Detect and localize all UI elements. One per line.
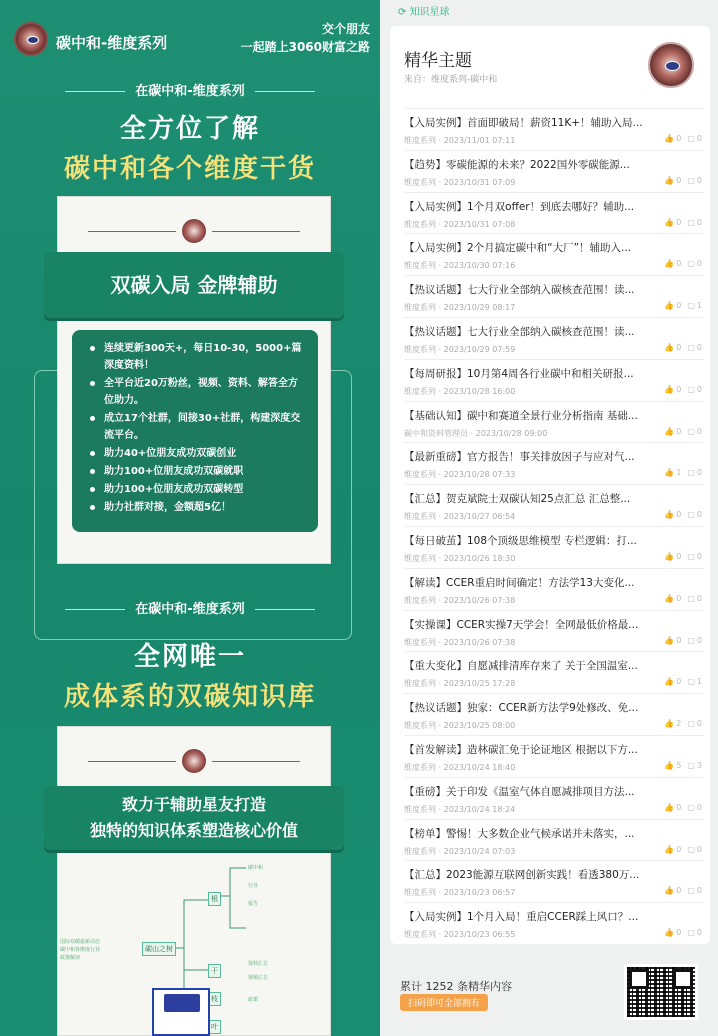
like-count: 0 xyxy=(676,301,682,311)
comment-icon[interactable]: ▢ xyxy=(687,301,695,311)
comment-icon[interactable]: ▢ xyxy=(687,342,695,352)
like-icon[interactable]: 👍 xyxy=(664,134,675,143)
item-title[interactable]: 【热议话题】七大行业全部纳入碳核查范围！读... xyxy=(404,284,635,297)
item-title[interactable]: 【实操课】CCER实操7天学会！全网最低价格最... xyxy=(404,618,639,631)
like-count: 0 xyxy=(676,510,682,520)
featured-panel xyxy=(390,26,710,944)
comment-count: 0 xyxy=(696,259,702,269)
like-count: 0 xyxy=(676,175,682,185)
item-meta: 维度系列 · 2023/10/30 07:16 xyxy=(404,261,516,271)
comment-count: 1 xyxy=(696,301,702,311)
ribbon-1: 双碳入局 金牌辅助 xyxy=(44,252,344,318)
mm-label: 政策 xyxy=(248,997,259,1003)
comment-icon[interactable]: ▢ xyxy=(687,593,695,603)
like-icon[interactable]: 👍 xyxy=(664,802,675,812)
item-stats xyxy=(658,719,702,728)
ribbon-2 xyxy=(44,786,344,850)
like-icon[interactable]: 👍 xyxy=(664,259,675,269)
comment-count: 0 xyxy=(696,384,702,394)
ribbon-2-line-2: 独特的知识体系塑造核心价值 xyxy=(89,821,298,840)
app-topbar xyxy=(398,3,450,18)
item-title[interactable]: 【解读】CCER重启时间确定！方法学13大变化... xyxy=(404,576,635,589)
page-subtitle: 来自：维度系列-碳中和 xyxy=(404,75,498,85)
like-count: 0 xyxy=(676,426,682,436)
comment-count: 0 xyxy=(696,802,702,812)
comment-icon[interactable]: ▢ xyxy=(687,259,695,269)
comment-count: 0 xyxy=(696,593,702,603)
comment-count: 0 xyxy=(696,551,702,561)
like-icon[interactable]: 👍 xyxy=(664,928,675,938)
like-count: 0 xyxy=(676,677,682,687)
like-icon[interactable]: 👍 xyxy=(664,635,675,645)
section2-tag: 在碳中和-维度系列 xyxy=(0,598,380,617)
comment-count: 0 xyxy=(696,134,702,143)
bullet-item: 助力100+位朋友成功双碳就职 xyxy=(86,463,306,480)
brand-name: 碳中和-维度系列 xyxy=(56,34,168,52)
poster-header xyxy=(0,0,380,80)
list-item[interactable] xyxy=(404,484,704,526)
like-icon[interactable]: 👍 xyxy=(664,677,675,687)
comment-icon[interactable]: ▢ xyxy=(687,134,695,143)
comment-count: 0 xyxy=(696,635,702,645)
list-item[interactable] xyxy=(404,568,704,610)
item-meta: 维度系列 · 2023/10/23 06:57 xyxy=(404,888,516,898)
item-title[interactable]: 【汇总】2023能源互联网创新实践！看透380万... xyxy=(404,869,640,882)
comment-count: 0 xyxy=(696,886,702,896)
item-stats xyxy=(658,343,702,352)
like-icon[interactable]: 👍 xyxy=(664,217,675,227)
item-stats xyxy=(658,636,702,645)
comment-count: 0 xyxy=(696,719,702,729)
item-meta: 维度系列 · 2023/10/28 16:00 xyxy=(404,386,516,396)
like-icon[interactable]: 👍 xyxy=(664,593,675,603)
item-title[interactable]: 【首发解读】造林碳汇免于论证地区 根据以下方... xyxy=(404,743,638,756)
mm-note: 碳中和各维度行业 xyxy=(60,947,101,953)
list-item[interactable] xyxy=(404,902,704,944)
comment-count: 0 xyxy=(696,217,702,227)
item-stats xyxy=(658,803,702,812)
mm-label: 行业 xyxy=(248,883,259,889)
list-item[interactable] xyxy=(404,317,704,359)
section1-tag: 在碳中和-维度系列 xyxy=(0,80,380,99)
mini-logo xyxy=(182,219,206,243)
item-meta: 碳中和资料管理员 · 2023/10/28 09:00 xyxy=(404,428,548,438)
comment-icon[interactable]: ▢ xyxy=(687,886,695,896)
mm-label: 碳中和 xyxy=(248,865,264,871)
list-item[interactable] xyxy=(404,693,704,735)
item-stats xyxy=(658,218,702,227)
group-avatar[interactable] xyxy=(648,42,694,88)
planet-icon: ⟳ xyxy=(398,7,410,18)
ribbon-2-line-1: 致力于辅助星友打造 xyxy=(121,795,266,814)
item-stats xyxy=(658,594,702,603)
item-meta: 维度系列 · 2023/10/26 18:30 xyxy=(404,553,516,563)
list-item[interactable] xyxy=(404,860,704,902)
comment-count: 0 xyxy=(696,844,702,854)
qr-code xyxy=(624,964,698,1020)
item-title[interactable]: 【热议话题】独家：CCER新方法学9处修改、免... xyxy=(404,702,639,715)
like-icon[interactable]: 👍 xyxy=(664,551,675,561)
like-count: 0 xyxy=(676,384,682,394)
item-meta: 维度系列 · 2023/10/24 18:40 xyxy=(404,762,516,772)
list-item[interactable] xyxy=(404,442,704,484)
item-stats xyxy=(658,761,702,770)
item-title[interactable]: 【最新重磅】官方报告！事关排放因子与应对气... xyxy=(404,451,635,464)
comment-icon[interactable]: ▢ xyxy=(687,844,695,854)
mm-note: 国际双碳最新动态 xyxy=(60,939,101,945)
list-item[interactable] xyxy=(404,233,704,275)
item-title[interactable]: 【每周研报】10月第4周各行业碳中和相关研报... xyxy=(404,367,634,380)
like-count: 0 xyxy=(676,342,682,352)
mm-center: 碳山之树 xyxy=(142,942,176,956)
item-stats xyxy=(658,510,702,519)
list-item[interactable] xyxy=(404,819,704,861)
like-icon[interactable]: 👍 xyxy=(664,510,675,520)
like-icon[interactable]: 👍 xyxy=(664,384,675,394)
section2-title-1: 全网唯一 xyxy=(133,642,246,672)
mm-branch: 根 xyxy=(208,892,221,906)
total-count: 累计 1252 条精华内容 xyxy=(400,980,512,993)
item-title[interactable]: 【入局实例】首面即破局！薪资11K+！辅助入局... xyxy=(404,117,643,129)
comment-count: 0 xyxy=(696,342,702,352)
section1-title-2: 碳中和各个维度干货 xyxy=(63,154,316,184)
list-item[interactable] xyxy=(404,401,704,443)
item-meta: 维度系列 · 2023/10/28 07:33 xyxy=(404,470,516,480)
comment-icon[interactable]: ▢ xyxy=(687,384,695,394)
like-icon[interactable]: 👍 xyxy=(664,301,675,311)
like-icon[interactable]: 👍 xyxy=(664,844,675,854)
bullet-item: 成立17个社群，间接30+社群，构建深度交流平台。 xyxy=(86,410,306,444)
comment-icon[interactable]: ▢ xyxy=(687,175,695,185)
slogan xyxy=(241,20,370,56)
item-title[interactable]: 【重磅】关于印发《温室气体自愿减排项目方法... xyxy=(404,785,635,798)
item-stats xyxy=(658,677,702,686)
slogan-line-2: 一起踏上3060财富之路 xyxy=(240,40,370,54)
bullet-item: 全平台近20万粉丝，视频、资料、解答全方位助力。 xyxy=(86,375,306,409)
item-meta: 维度系列 · 2023/10/31 07:09 xyxy=(404,177,516,187)
book-image xyxy=(152,988,210,1036)
list-item[interactable] xyxy=(404,610,704,652)
like-count: 5 xyxy=(676,760,682,770)
item-meta: 维度系列 · 2023/10/24 07:03 xyxy=(404,846,516,856)
item-meta: 维度系列 · 2023/10/29 08:17 xyxy=(404,303,516,313)
comment-icon[interactable]: ▢ xyxy=(687,760,695,770)
like-icon[interactable]: 👍 xyxy=(664,342,675,352)
like-count: 0 xyxy=(676,551,682,561)
comment-icon[interactable]: ▢ xyxy=(687,468,695,478)
mind-map xyxy=(58,848,328,1036)
item-title[interactable]: 【榜单】警惕！大多数企业气候承诺并未落实，... xyxy=(404,827,635,840)
list-item[interactable] xyxy=(404,275,704,317)
comment-icon[interactable]: ▢ xyxy=(687,426,695,436)
footer xyxy=(380,950,718,1036)
brand-logo xyxy=(14,22,48,56)
item-meta: 维度系列 · 2023/10/29 07:59 xyxy=(404,344,516,354)
page-title: 精华主题 xyxy=(404,51,472,71)
item-stats xyxy=(658,845,702,854)
comment-icon[interactable]: ▢ xyxy=(687,802,695,812)
like-icon[interactable]: 👍 xyxy=(664,760,675,770)
list-item[interactable] xyxy=(404,150,704,192)
section2-title-2: 成体系的双碳知识库 xyxy=(63,682,316,712)
comment-count: 1 xyxy=(696,677,702,687)
item-stats xyxy=(658,468,702,477)
list-item[interactable] xyxy=(404,735,704,777)
mini-logo xyxy=(182,749,206,773)
mm-label: 报告 xyxy=(248,901,259,907)
like-icon[interactable]: 👍 xyxy=(664,886,675,896)
comment-icon[interactable]: ▢ xyxy=(687,217,695,227)
item-title[interactable]: 【汇总】贺克斌院士双碳认知25点汇总 汇总整... xyxy=(404,493,631,506)
comment-count: 0 xyxy=(696,175,702,185)
list-item[interactable] xyxy=(404,777,704,819)
item-stats xyxy=(658,259,702,268)
item-meta: 维度系列 · 2023/10/24 18:24 xyxy=(404,804,516,814)
item-meta: 维度系列 · 2023/10/31 07:08 xyxy=(404,219,516,229)
list-item[interactable] xyxy=(404,526,704,568)
like-count: 0 xyxy=(676,928,682,938)
item-meta: 维度系列 · 2023/10/26 07:38 xyxy=(404,595,516,605)
item-title[interactable]: 【基础认知】碳中和赛道全景行业分析指南 基础... xyxy=(404,409,638,422)
section1-title-1: 全方位了解 xyxy=(119,114,260,144)
item-stats xyxy=(658,134,702,143)
like-icon[interactable]: 👍 xyxy=(664,468,675,478)
comment-count: 0 xyxy=(696,426,702,436)
comment-icon[interactable]: ▢ xyxy=(687,928,695,938)
list-item[interactable] xyxy=(404,359,704,401)
item-meta: 维度系列 · 2023/10/27 06:54 xyxy=(404,512,516,522)
mm-label: 视频汇总 xyxy=(248,975,269,981)
like-count: 0 xyxy=(676,134,682,143)
item-stats xyxy=(658,385,702,394)
slogan-line-1: 交个朋友 xyxy=(321,22,370,36)
item-stats xyxy=(658,176,702,185)
item-stats xyxy=(658,301,702,310)
comment-icon[interactable]: ▢ xyxy=(687,677,695,687)
bullet-list xyxy=(72,330,318,532)
item-meta: 维度系列 · 2023/10/25 17:28 xyxy=(404,679,516,689)
bullet-item: 助力100+位朋友成功双碳转型 xyxy=(86,481,306,498)
book-icon xyxy=(164,994,200,1012)
like-count: 0 xyxy=(676,593,682,603)
item-title[interactable]: 【重大变化】自愿减排清库存来了 关于全国温室... xyxy=(404,660,638,673)
comment-count: 0 xyxy=(696,468,702,478)
bullet-item: 助力社群对接，金额超5亿！ xyxy=(86,499,306,516)
bullet-item: 连续更新300天+，每日10-30，5000+篇深度资料！ xyxy=(86,340,306,374)
item-title[interactable]: 【入局实例】1个月入局！重启CCER踩上风口？... xyxy=(404,911,639,924)
comment-icon[interactable]: ▢ xyxy=(687,510,695,520)
item-stats xyxy=(658,552,702,561)
like-icon[interactable]: 👍 xyxy=(664,719,675,729)
like-count: 2 xyxy=(676,719,682,729)
like-count: 1 xyxy=(676,468,682,478)
like-icon[interactable]: 👍 xyxy=(664,175,675,185)
like-icon[interactable]: 👍 xyxy=(664,426,675,436)
like-count: 0 xyxy=(676,802,682,812)
item-meta: 维度系列 · 2023/10/23 06:55 xyxy=(404,930,516,940)
comment-count: 0 xyxy=(696,510,702,520)
item-title[interactable]: 【入局实例】2个月搞定碳中和“大厂”！辅助入... xyxy=(404,242,632,255)
topic-list xyxy=(404,108,704,944)
item-title[interactable]: 【趋势】零碳能源的未来？2022国外零碳能源... xyxy=(404,158,630,171)
item-meta: 维度系列 · 2023/10/26 07:38 xyxy=(404,637,516,647)
like-count: 0 xyxy=(676,259,682,269)
comment-icon[interactable]: ▢ xyxy=(687,635,695,645)
mm-label: 资料汇总 xyxy=(248,961,269,967)
list-item[interactable] xyxy=(404,108,704,150)
join-button[interactable]: 扫码即可全部拥有 xyxy=(400,994,488,1011)
like-count: 0 xyxy=(676,844,682,854)
list-item[interactable] xyxy=(404,651,704,693)
comment-count: 0 xyxy=(696,928,702,938)
comment-icon[interactable]: ▢ xyxy=(687,551,695,561)
list-item[interactable] xyxy=(404,192,704,234)
item-meta: 维度系列 · 2023/11/01 07:11 xyxy=(404,136,516,145)
item-stats xyxy=(658,886,702,895)
mm-branch: 枝 xyxy=(208,992,221,1006)
item-stats xyxy=(658,427,702,436)
like-count: 0 xyxy=(676,886,682,896)
mm-branch: 叶 xyxy=(208,1020,221,1034)
item-title[interactable]: 【热议话题】七大行业全部纳入碳核查范围！读... xyxy=(404,325,635,338)
item-meta: 维度系列 · 2023/10/25 08:00 xyxy=(404,721,516,731)
bullet-item: 助力40+位朋友成功双碳创业 xyxy=(86,445,306,462)
mm-note: 政策解读 xyxy=(60,955,81,961)
item-title[interactable]: 【入局实例】1个月双offer！到底去哪好？辅助... xyxy=(404,200,635,213)
item-title[interactable]: 【每日破茧】108个顶级思维模型 专栏逻辑：打... xyxy=(404,534,637,547)
app-name: 知识星球 xyxy=(409,7,450,18)
comment-count: 3 xyxy=(696,760,702,770)
like-count: 0 xyxy=(676,217,682,227)
like-count: 0 xyxy=(676,635,682,645)
mm-branch: 干 xyxy=(208,964,221,978)
item-stats xyxy=(658,928,702,937)
comment-icon[interactable]: ▢ xyxy=(687,719,695,729)
